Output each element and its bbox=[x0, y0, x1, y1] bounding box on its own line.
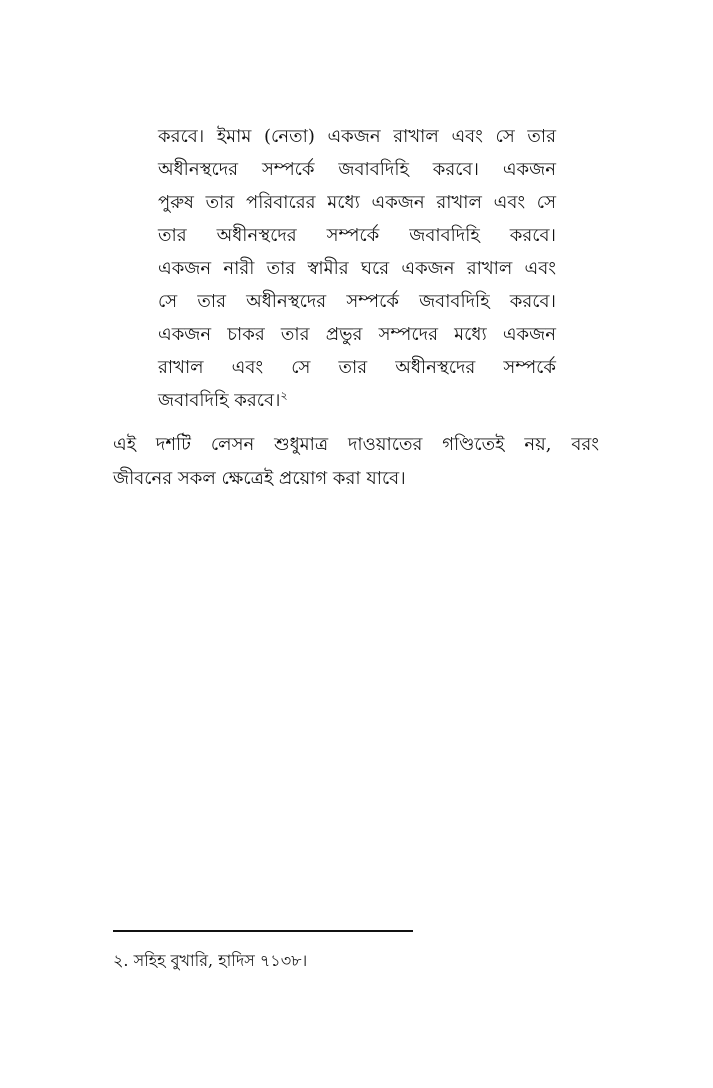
quote-line: তার অধীনস্থদের সম্পর্কে জবাবদিহি করবে। bbox=[158, 225, 556, 246]
footnote-reference[interactable]: ২ bbox=[280, 389, 288, 402]
footnote-divider bbox=[113, 930, 413, 932]
quoted-hadith-block bbox=[158, 120, 556, 417]
quote-line: একজন চাকর তার প্রভুর সম্পদের মধ্যে একজন bbox=[158, 324, 556, 345]
quote-line: পুরুষ তার পরিবারের মধ্যে একজন রাখাল এবং সে bbox=[158, 192, 556, 213]
quote-line: অধীনস্থদের সম্পর্কে জবাবদিহি করবে। একজন bbox=[158, 159, 556, 180]
body-paragraph bbox=[113, 428, 599, 496]
quote-last-line-text: জবাবদিহি করবে। bbox=[158, 390, 281, 411]
quote-line: একজন নারী তার স্বামীর ঘরে একজন রাখাল এবং bbox=[158, 258, 556, 279]
body-last-line: জীবনের সকল ক্ষেত্রেই প্রয়োগ করা যাবে। bbox=[113, 468, 406, 489]
quote-last-line bbox=[158, 384, 556, 417]
quote-line: করবে। ইমাম (নেতা) একজন রাখাল এবং সে তার bbox=[158, 126, 556, 147]
footnote: ২. সহিহ বুখারি, হাদিস ৭১৩৮। bbox=[113, 951, 308, 970]
body-line: এই দশটি লেসন শুধুমাত্র দাওয়াতের গণ্ডিতেই নয়, বরং bbox=[113, 434, 599, 455]
quote-line: রাখাল এবং সে তার অধীনস্থদের সম্পর্কে bbox=[158, 357, 556, 378]
quote-line: সে তার অধীনস্থদের সম্পর্কে জবাবদিহি করবে। bbox=[158, 291, 556, 312]
